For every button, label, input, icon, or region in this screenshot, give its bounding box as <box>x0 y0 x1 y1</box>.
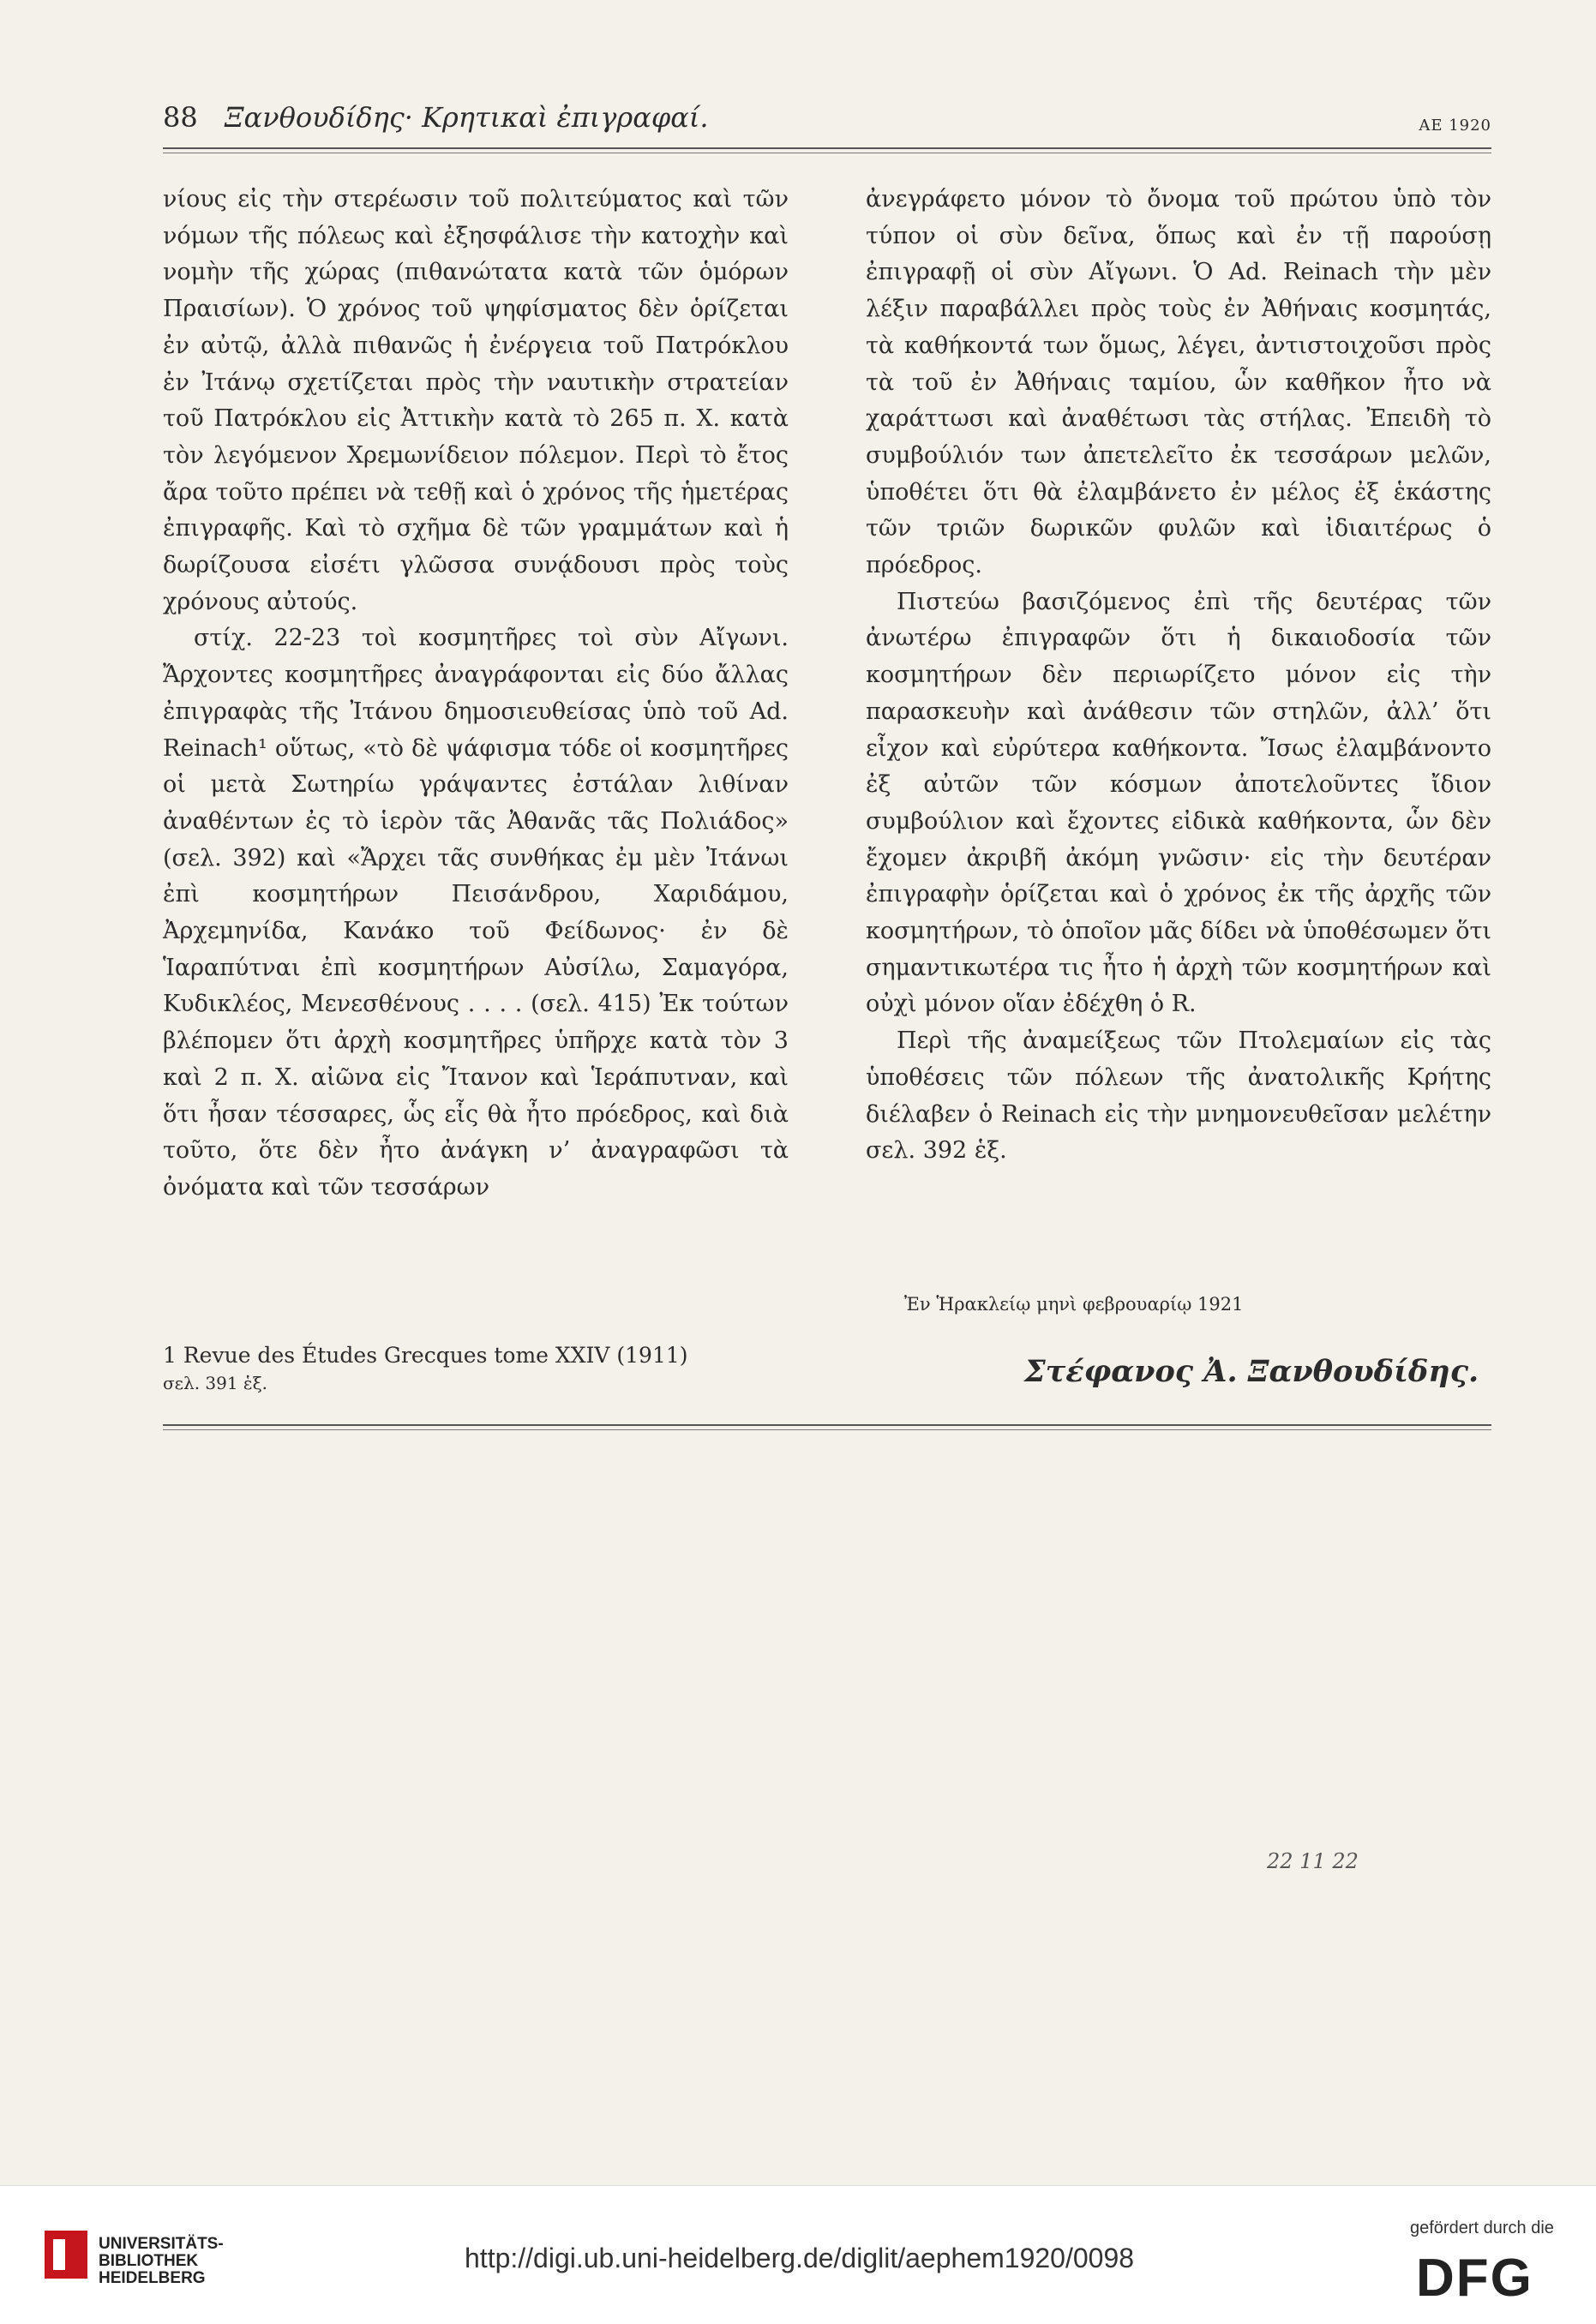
header-rule <box>163 147 1491 149</box>
volume-label: ΑΕ 1920 <box>1419 117 1491 135</box>
library-name-line: BIBLIOTHEK <box>99 2252 199 2270</box>
library-name-line: UNIVERSITÄTS- <box>99 2235 224 2253</box>
right-paragraph: Περὶ τῆς ἀναμείξεως τῶν Πτολεμαίων εἰς τὰς ὑποθέσεις τῶν πόλεων τῆς ἀνατολικῆς Κρήτης διέλαβεν ὁ Reinach εἰς τὴν μνημονευθεῖσαν μελέτην σελ. 392 ἑξ. <box>866 1027 1491 1165</box>
footnote-line: σελ. 391 ἑξ. <box>163 1373 268 1393</box>
library-name <box>99 2236 224 2287</box>
right-paragraph: Πιστεύω βασιζόμενος ἐπὶ τῆς δευτέρας τῶν ἀνωτέρω ἐπιγραφῶν ὅτι ἡ δικαιοδοσία τῶν κοσμητήρων δὲν περιωρίζετο μόνον εἰς τὴν παρασκευὴν καὶ ἀνάθεσιν τῶν στηλῶν, ἀλλ’ ὅτι εἶχον καὶ εὐρύτερα καθήκοντα. Ἴσως ἐλαμβάνοντο ἐξ αὐτῶν τῶν κόσμων ἀποτελοῦντες ἴδιον συμβούλιον καὶ ἔχοντες εἰδικὰ καθήκοντα, ὧν δὲν ἔχομεν ἀκριβῆ ἀκόμη γνῶσιν· εἰς τὴν δευτέραν ἐπιγραφὴν ὁρίζεται καὶ ὁ χρόνος ἐκ τῆς ἀρχῆς τῶν κοσμητήρων, τὸ ὁποῖον μᾶς δίδει νὰ ὑποθέσωμεν ὅτι σημαντικωτέρα τις ἦτο ἡ ἀρχὴ τῶν κοσμητήρων καὶ οὐχὶ μόνον οἵαν ἐδέχθη ὁ R. <box>866 588 1491 1018</box>
left-paragraph: στίχ. 22-23 τοὶ κοσμητῆρες τοὶ σὺν Αἴγωνι. Ἄρχοντες κοσμητῆρες ἀναγράφονται εἰς δύο ἄλλας ἐπιγραφὰς τῆς Ἰτάνου δημοσιευθείσας ὑπὸ τοῦ Ad. Reinach¹ οὕτως, «τὸ δὲ ψάφισμα τόδε οἱ κοσμητῆρες οἱ μετὰ Σωτηρίω γράψαντες ἐστάλαν λιθίναν ἀναθέντων ἐς τὸ ἱερὸν τᾶς Ἀθανᾶς τᾶς Πολιάδος» (σελ. 392) καὶ «Ἄρχει τᾶς συνθήκας ἐμ μὲν Ἰτάνωι ἐπὶ κοσμητήρων Πεισάνδρου, Χαριδάμου, Ἀρχεμηνίδα, Κανάκο τοῦ Φείδωνος· ἐν δὲ Ἱαραπύτναι ἐπὶ κοσμητήρων Αὐσίλω, Σαμαγόρα, Κυδικλέος, Μενεσθένους . . . . (σελ. 415) Ἐκ τούτων βλέπομεν ὅτι ἀρχὴ κοσμητῆρες ὑπῆρχε κατὰ τὸν 3 καὶ 2 π. Χ. αἰῶνα εἰς Ἴτανον καὶ Ἱεράπυτναν, καὶ ὅτι ἦσαν τέσσαρες, ὧς εἷς θὰ ἦτο πρόεδρος, καὶ διὰ τοῦτο, ὅτε δὲν ἦτο ἀνάγκη ν’ ἀναγραφῶσι τὰ ὀνόματα καὶ τῶν τεσσάρων <box>163 625 789 1201</box>
dfg-logo: DFG <box>1416 2249 1533 2308</box>
author-signature: Στέφανος Ἀ. Ξανθουδίδης. <box>1024 1354 1479 1389</box>
bottom-rule <box>163 1424 1491 1426</box>
library-name-line: HEIDELBERG <box>99 2269 206 2287</box>
bottom-rule-thin <box>163 1429 1491 1430</box>
dateline: Ἐν Ἡρακλείῳ μηνὶ φεβρουαρίῳ 1921 <box>904 1294 1244 1315</box>
footnote <box>163 1341 789 1398</box>
running-title: Ξανθουδίδης· Κρητικαὶ ἐπιγραφαί. <box>225 101 709 134</box>
right-paragraph: ἀνεγράφετο μόνον τὸ ὄνομα τοῦ πρώτου ὑπὸ τὸν τύπον οἱ σὺν δεῖνα, ὅπως καὶ ἐν τῇ παρούσῃ ἐπιγραφῇ οἱ σὺν Αἴγωνι. Ὁ Ad. Reinach τὴν μὲν λέξιν παραβάλλει πρὸς τοὺς ἐν Ἀθήναις κοσμητάς, τὰ καθήκοντά των ὅμως, λέγει, ἀντιστοιχοῦσι πρὸς τὰ τοῦ ἐν Ἀθήναις ταμίου, ὧν καθῆκον ἦτο νὰ χαράττωσι καὶ ἀναθέτωσι τὰς στήλας. Ἐπειδὴ τὸ συμβούλιόν των ἀπετελεῖτο ἐκ τεσσάρων μελῶν, ὑποθέτει ὅτι θὰ ἐλαμβάνετο ἐν μέλος ἐξ ἑκάστης τῶν τριῶν δωρικῶν φυλῶν καὶ ἰδιαιτέρως ὁ πρόεδρος. <box>866 186 1491 579</box>
page-number: 88 <box>163 101 198 134</box>
page-header <box>163 101 1491 144</box>
footnote-line: 1 Revue des Études Grecques tome XXIV (1911) <box>163 1343 688 1368</box>
digitization-footer <box>0 2185 1596 2324</box>
left-paragraph: νίους εἰς τὴν στερέωσιν τοῦ πολιτεύματος καὶ τῶν νόμων τῆς πόλεως καὶ ἐξησφάλισε τὴν κατοχὴν καὶ νομὴν τῆς χώρας (πιθανώτατα κατὰ τῶν ὁμόρων Πραισίων). Ὁ χρόνος τοῦ ψηφίσματος δὲν ὁρίζεται ἐν αὐτῷ, ἀλλὰ πιθανῶς ἡ ἐνέργεια τοῦ Πατρόκλου ἐν Ἰτάνῳ σχετίζεται πρὸς τὴν ναυτικὴν στρατείαν τοῦ Πατρόκλου εἰς Ἀττικὴν κατὰ τὸ 265 π. Χ. κατὰ τὸν λεγόμενον Χρεμωνίδειον πόλεμον. Περὶ τὸ ἔτος ἄρα τοῦτο πρέπει νὰ τεθῇ καὶ ὁ χρόνος τῆς ἡμετέρας ἐπιγραφῆς. Καὶ τὸ σχῆμα δὲ τῶν γραμμάτων καὶ ἡ δωρίζουσα εἰσέτι γλῶσσα συνᾴδουσι πρὸς τοὺς χρόνους αὐτούς. <box>163 186 789 615</box>
source-url[interactable]: http://digi.ub.uni-heidelberg.de/diglit/aephem1920/0098 <box>465 2243 1135 2273</box>
left-column <box>163 182 789 1207</box>
funded-by-label: gefördert durch die <box>1410 2219 1554 2237</box>
date-stamp: 22 11 22 <box>1267 1849 1359 1873</box>
right-column <box>866 182 1491 1170</box>
university-library-logo-icon <box>45 2231 87 2279</box>
